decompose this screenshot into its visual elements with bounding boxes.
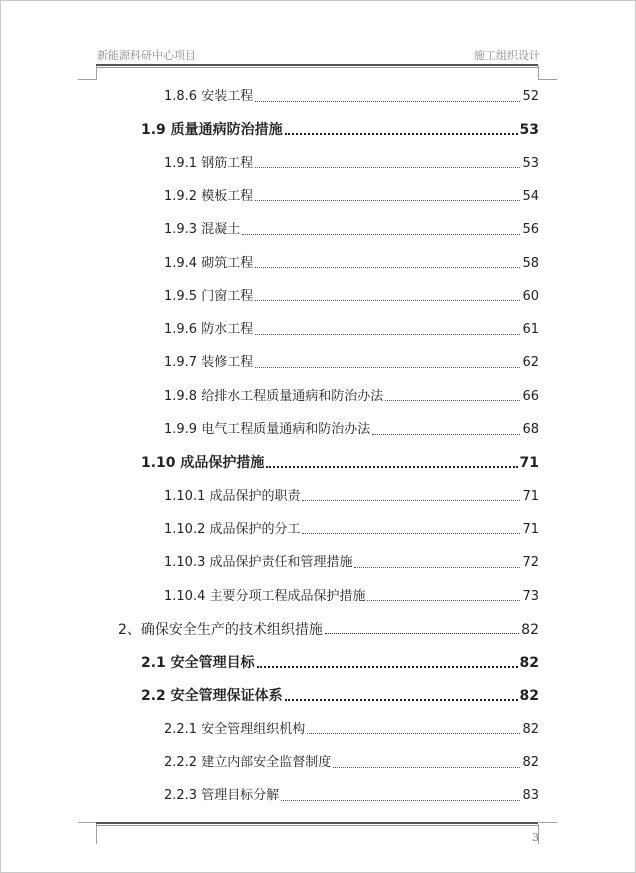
- toc-entry-page-number: 82: [521, 621, 539, 638]
- header-document-title: 施工组织设计: [474, 49, 540, 62]
- toc-entry[interactable]: [164, 420, 539, 440]
- toc-leader-dots: [325, 633, 519, 634]
- header-rule-thin: [96, 67, 538, 68]
- toc-entry-page-number: 60: [522, 288, 539, 304]
- toc-entry[interactable]: [164, 587, 539, 607]
- toc-entry-page-number: 56: [522, 222, 539, 238]
- toc-leader-dots: [281, 800, 520, 801]
- toc-entry-page-number: 82: [522, 755, 539, 770]
- toc-entry-label: 2.2.3 管理目标分解: [164, 788, 280, 804]
- toc-entry-page-number: 72: [522, 555, 539, 571]
- crop-mark-top-left-h: [78, 79, 96, 80]
- toc-leader-dots: [354, 567, 520, 568]
- toc-entry-page-number: 71: [522, 521, 539, 537]
- toc-entry[interactable]: [164, 220, 539, 240]
- crop-mark-top-right-v: [538, 66, 539, 80]
- toc-entry-page-number: 53: [522, 155, 539, 171]
- toc-leader-dots: [242, 234, 520, 235]
- toc-entry[interactable]: [164, 553, 539, 573]
- toc-leader-dots: [302, 500, 520, 501]
- header-rule: [96, 64, 538, 66]
- toc-entry[interactable]: [164, 187, 539, 207]
- toc-entry-label: 2、确保安全生产的技术组织措施: [118, 621, 323, 638]
- toc-entry-label: 1.10.1 成品保护的职责: [164, 488, 301, 504]
- toc-entry-page-number: 62: [522, 355, 539, 371]
- toc-leader-dots: [266, 466, 517, 468]
- toc-leader-dots: [333, 767, 520, 768]
- toc-entry[interactable]: [164, 154, 539, 174]
- toc-entry-label: 1.9.9 电气工程质量通病和防治办法: [164, 422, 371, 437]
- toc-entry-label: 2.2 安全管理保证体系: [141, 688, 283, 705]
- toc-entry[interactable]: [164, 353, 539, 373]
- toc-entry[interactable]: [164, 320, 539, 340]
- toc-leader-dots: [255, 300, 520, 301]
- crop-mark-bottom-right-h: [539, 822, 557, 823]
- toc-leader-dots: [385, 400, 520, 401]
- crop-mark-top-right-h: [539, 79, 557, 80]
- toc-entry-label: 1.10.4 主要分项工程成品保护措施: [164, 588, 366, 604]
- toc-entry-page-number: 73: [522, 588, 539, 604]
- toc-entry[interactable]: [141, 653, 539, 673]
- toc-leader-dots: [255, 101, 520, 102]
- toc-entry-page-number: 53: [519, 122, 539, 139]
- toc-entry-page-number: 68: [522, 422, 539, 437]
- footer-page-number: 3: [532, 831, 539, 844]
- footer-rule-thin: [96, 825, 538, 826]
- toc-entry-page-number: 82: [519, 688, 539, 705]
- toc-leader-dots: [302, 533, 520, 534]
- header-project-name: 新能源科研中心项目: [97, 49, 196, 62]
- toc-entry[interactable]: [164, 254, 539, 274]
- toc-entry-page-number: 52: [522, 89, 539, 104]
- crop-mark-bottom-left-h: [78, 822, 96, 823]
- toc-entry[interactable]: [141, 453, 539, 473]
- toc-entry-label: 1.9.5 门窗工程: [164, 288, 254, 304]
- toc-leader-dots: [257, 666, 518, 668]
- toc-entry-page-number: 71: [522, 488, 539, 504]
- toc-entry[interactable]: [164, 87, 539, 107]
- toc-entry[interactable]: [164, 387, 539, 407]
- toc-entry[interactable]: [164, 786, 539, 806]
- toc-entry-page-number: 54: [522, 188, 539, 204]
- toc-entry[interactable]: [164, 287, 539, 307]
- toc-entry-label: 1.9.6 防水工程: [164, 322, 254, 338]
- toc-entry-page-number: 82: [522, 721, 539, 737]
- toc-leader-dots: [255, 200, 520, 201]
- toc-entry-label: 1.9.1 钢筋工程: [164, 155, 254, 171]
- toc-entry-label: 2.2.1 安全管理组织机构: [164, 721, 306, 737]
- toc-entry[interactable]: [141, 120, 539, 140]
- toc-entry-label: 1.9.2 模板工程: [164, 188, 254, 204]
- crop-mark-top-left-v: [96, 66, 97, 80]
- toc-leader-dots: [255, 334, 520, 335]
- toc-leader-dots: [367, 600, 520, 601]
- toc-entry-label: 1.9.8 给排水工程质量通病和防治办法: [164, 388, 384, 404]
- toc-entry-label: 1.10 成品保护措施: [141, 455, 265, 472]
- toc-entry-page-number: 83: [522, 788, 539, 804]
- toc-entry[interactable]: [118, 620, 539, 640]
- toc-entry-label: 2.2.2 建立内部安全监督制度: [164, 755, 332, 770]
- toc-entry-page-number: 82: [519, 655, 539, 672]
- toc-leader-dots: [255, 167, 520, 168]
- toc-entry-page-number: 58: [522, 255, 539, 271]
- toc-entry-label: 2.1 安全管理目标: [141, 655, 255, 672]
- toc-leader-dots: [255, 267, 520, 268]
- footer-rule: [96, 822, 538, 824]
- toc-entry[interactable]: [164, 753, 539, 773]
- toc-leader-dots: [255, 367, 520, 368]
- toc-entry-label: 1.9.3 混凝土: [164, 222, 241, 238]
- toc-entry-label: 1.8.6 安装工程: [164, 89, 254, 104]
- toc-entry[interactable]: [164, 487, 539, 507]
- toc-entry-page-number: 71: [519, 455, 539, 472]
- toc-entry[interactable]: [164, 520, 539, 540]
- toc-leader-dots: [285, 133, 518, 135]
- toc-entry[interactable]: [164, 720, 539, 740]
- toc-leader-dots: [307, 733, 520, 734]
- toc-leader-dots: [285, 699, 518, 701]
- toc-entry[interactable]: [141, 686, 539, 706]
- toc-entry-label: 1.9.4 砌筑工程: [164, 255, 254, 271]
- toc-entry-label: 1.9.7 装修工程: [164, 355, 254, 371]
- crop-mark-bottom-left-v: [96, 824, 97, 844]
- toc-entry-label: 1.10.2 成品保护的分工: [164, 521, 301, 537]
- toc-entry-label: 1.10.3 成品保护责任和管理措施: [164, 555, 353, 571]
- toc-leader-dots: [372, 434, 520, 435]
- toc-entry-page-number: 61: [522, 322, 539, 338]
- toc-entry-label: 1.9 质量通病防治措施: [141, 122, 283, 139]
- toc-entry-page-number: 66: [522, 388, 539, 404]
